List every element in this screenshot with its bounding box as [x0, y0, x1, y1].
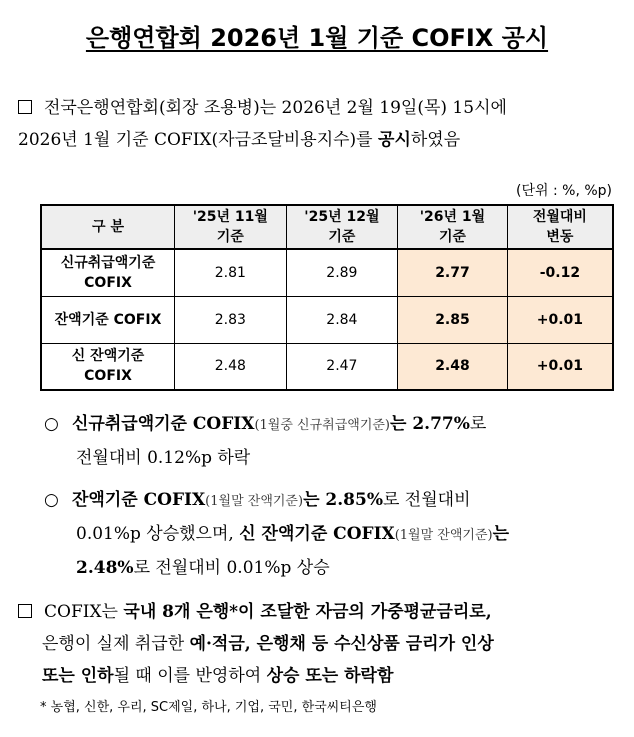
- unit-label: (단위 : %, %p): [516, 183, 612, 199]
- cell-value: 2.83: [175, 296, 287, 343]
- intro-line-1: 전국은행연합회(회장 조용병)는 2026년 2월 19일(목) 15시에: [44, 98, 507, 118]
- bullet2-suffix: 로 전월대비: [382, 490, 471, 510]
- bullet2-new-suffix: 로 전월대비 0.01%p 상승: [133, 558, 330, 578]
- bullet2-line2: 0.01%p 상승했으며,: [76, 524, 240, 544]
- bullet2-new-note: (1월말 잔액기준): [394, 528, 493, 543]
- def-start: COFIX는: [44, 602, 124, 622]
- bullet-new-cofix: [44, 408, 616, 474]
- cell-value-highlight: 2.77: [398, 249, 508, 296]
- bullet1-suffix: 로: [469, 414, 487, 434]
- cell-value-highlight: 2.48: [398, 343, 508, 390]
- footnote: * 농협, 신한, 우리, SC제일, 하나, 기업, 국민, 한국씨티은행: [40, 700, 377, 715]
- cofix-definition: [18, 596, 618, 692]
- cell-value: 2.81: [175, 249, 287, 296]
- cell-change: +0.01: [507, 343, 613, 390]
- cell-value-highlight: 2.85: [398, 296, 508, 343]
- bullet1-value: 는 2.77%: [390, 414, 470, 434]
- def-bold-4: 상승 또는 하락함: [266, 666, 394, 686]
- cofix-table: [40, 204, 614, 391]
- page-title: 은행연합회 2026년 1월 기준 COFIX 공시: [85, 24, 549, 52]
- table-row: [41, 343, 613, 390]
- cell-change: +0.01: [507, 296, 613, 343]
- intro-line-2: 2026년 1월 기준 COFIX(자금조달비용지수)를: [18, 130, 379, 150]
- intro-line-2-end: 하였음: [410, 130, 461, 150]
- bullet1-note: (1월중 신규취급액기준): [254, 418, 391, 433]
- def-line2: 은행이 실제 취급한: [42, 634, 190, 654]
- table-header-row: [41, 205, 613, 249]
- row-label: 신 잔액기준 COFIX: [41, 343, 175, 390]
- header-jan: '26년 1월 기준: [398, 205, 508, 249]
- cell-value: 2.47: [286, 343, 398, 390]
- circle-bullet-icon: ○: [44, 414, 59, 434]
- bullet1-title: 신규취급액기준 COFIX: [72, 414, 255, 434]
- square-bullet-icon: [18, 604, 32, 618]
- header-category: 구 분: [41, 205, 175, 249]
- header-nov: '25년 11월 기준: [175, 205, 287, 249]
- def-bold-1: 국내 8개 은행*이 조달한 자금의 가중평균금리로,: [123, 602, 492, 622]
- table-row: [41, 296, 613, 343]
- header-dec: '25년 12월 기준: [286, 205, 398, 249]
- bullet2-new-title: 신 잔액기준 COFIX: [239, 524, 395, 544]
- bullet2-new-particle: 는: [492, 524, 510, 544]
- bullet1-line2: 전월대비 0.12%p 하락: [76, 448, 251, 468]
- bullet2-note: (1월말 잔액기준): [205, 494, 304, 509]
- bullet2-new-value: 2.48%: [76, 558, 134, 578]
- bullet2-value: 는 2.85%: [303, 490, 383, 510]
- cell-change: -0.12: [507, 249, 613, 296]
- header-change: 전월대비 변동: [507, 205, 613, 249]
- row-label: 잔액기준 COFIX: [41, 296, 175, 343]
- row-label: 신규취급액기준 COFIX: [41, 249, 175, 296]
- bullet2-title: 잔액기준 COFIX: [72, 490, 206, 510]
- def-bold-3: 또는 인하: [42, 666, 114, 686]
- cell-value: 2.48: [175, 343, 287, 390]
- square-bullet-icon: [18, 100, 32, 114]
- cell-value: 2.89: [286, 249, 398, 296]
- intro-line-2-bold: 공시: [378, 130, 411, 150]
- circle-bullet-icon: ○: [44, 490, 59, 510]
- intro-paragraph: [18, 92, 618, 156]
- bullet-balance-cofix: [44, 484, 616, 584]
- def-bold-2: 예·적금, 은행채 등 수신상품 금리가 인상: [189, 634, 494, 654]
- table-row: [41, 249, 613, 296]
- cell-value: 2.84: [286, 296, 398, 343]
- def-line3: 될 때 이를 반영하여: [113, 666, 267, 686]
